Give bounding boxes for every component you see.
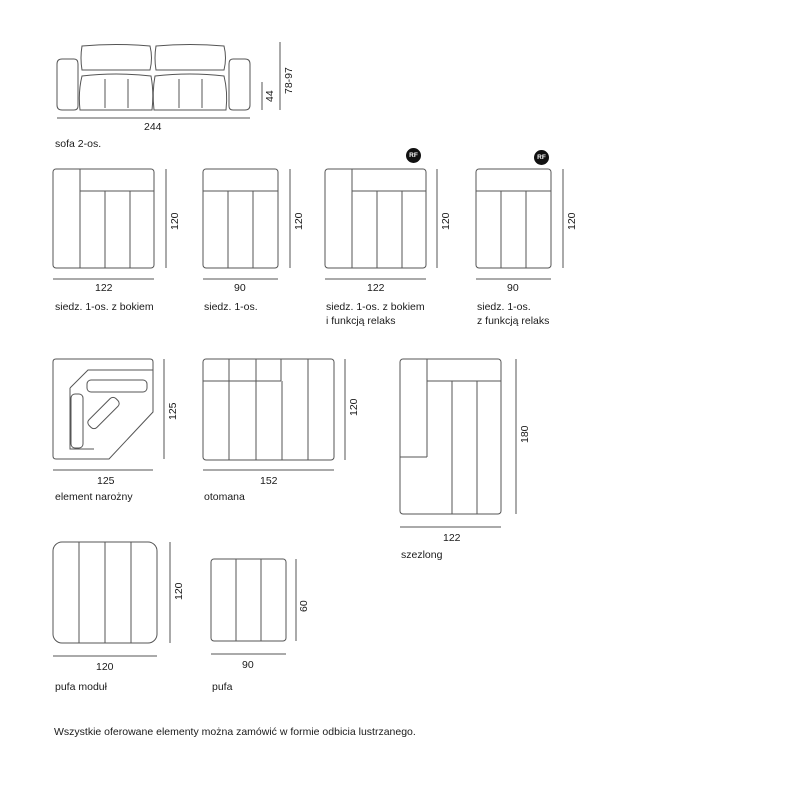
- relax-function-badge: RF: [406, 148, 421, 163]
- seat-relax-depth: 120: [566, 212, 578, 230]
- pouf-module-drawing: [53, 542, 170, 656]
- corner-element-width: 125: [97, 475, 115, 487]
- pouf-depth: 60: [298, 600, 310, 612]
- seat-with-arm-drawing: [53, 169, 166, 279]
- pouf-label: pufa: [212, 681, 233, 693]
- pouf-width: 90: [242, 659, 254, 671]
- seat-with-arm-relax-depth: 120: [440, 212, 452, 230]
- seat-with-arm-depth: 120: [169, 212, 181, 230]
- chaise-drawing: [400, 359, 516, 527]
- single-seat-depth: 120: [293, 212, 305, 230]
- seat-relax-width: 90: [507, 282, 519, 294]
- sofa-2-seat-back-height: 78-97: [283, 67, 295, 94]
- sofa-2-seat-seat-height: 44: [264, 90, 276, 102]
- seat-relax-label-line2: z funkcją relaks: [477, 315, 550, 327]
- ottoman-depth: 120: [348, 398, 360, 416]
- ottoman-label: otomana: [204, 491, 245, 503]
- pouf-drawing: [211, 559, 296, 654]
- chaise-label: szezlong: [401, 549, 443, 561]
- sofa-2-seat-label: sofa 2-os.: [55, 138, 102, 150]
- single-seat-width: 90: [234, 282, 246, 294]
- corner-element-depth: 125: [167, 402, 179, 420]
- seat-with-arm-relax-width: 122: [367, 282, 385, 294]
- single-seat-label: siedz. 1-os.: [204, 301, 258, 313]
- pouf-module-label: pufa moduł: [55, 681, 107, 693]
- seat-with-arm-relax-drawing: [325, 169, 437, 279]
- pouf-module-depth: 120: [173, 582, 185, 600]
- seat-relax-drawing: [476, 169, 563, 279]
- seat-with-arm-label: siedz. 1-os. z bokiem: [55, 301, 154, 313]
- mirror-order-note: Wszystkie oferowane elementy można zamówić w formie odbicia lustrzanego.: [54, 726, 416, 738]
- relax-function-badge: RF: [534, 150, 549, 165]
- corner-element-label: element narożny: [55, 491, 133, 503]
- sofa-2-seat-width: 244: [144, 121, 162, 133]
- chaise-depth: 180: [519, 425, 531, 443]
- seat-with-arm-width: 122: [95, 282, 113, 294]
- seat-relax-label-line1: siedz. 1-os.: [477, 301, 531, 313]
- seat-with-arm-relax-label-line1: siedz. 1-os. z bokiem: [326, 301, 425, 313]
- pouf-module-width: 120: [96, 661, 114, 673]
- ottoman-drawing: [203, 359, 345, 470]
- corner-element-drawing: [53, 359, 164, 470]
- seat-with-arm-relax-label-line2: i funkcją relaks: [326, 315, 396, 327]
- ottoman-width: 152: [260, 475, 278, 487]
- chaise-width: 122: [443, 532, 461, 544]
- single-seat-drawing: [203, 169, 290, 279]
- sofa-2-seat-drawing: [57, 42, 280, 118]
